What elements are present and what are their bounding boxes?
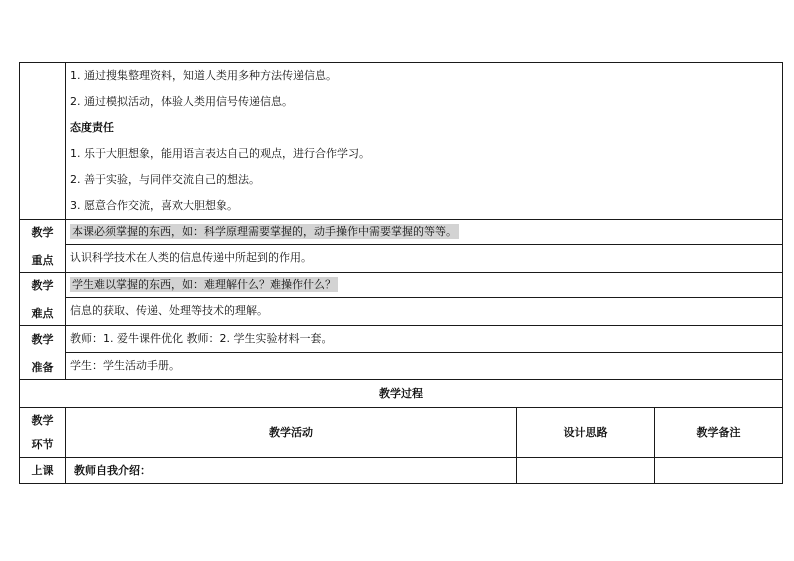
key-points-label-bottom: 重点 [31,254,54,267]
key-points-content-cell [66,245,783,273]
stage-header-top: 教学 [31,413,54,427]
process-notes-cell [655,458,783,484]
process-stage-cell: 上课 [20,458,66,484]
objectives-cell [66,63,783,220]
key-points-hint-cell [66,220,783,245]
lesson-plan-table [19,62,782,482]
preparation-label-top: 教学 [31,332,54,346]
preparation-label [20,326,66,380]
difficulties-label [20,273,66,326]
objectives-label-cell [20,63,66,220]
difficulties-content: 信息的获取、传递、处理等技术的理解。 [70,304,268,318]
key-points-label [20,220,66,273]
stage-header-bottom: 环节 [31,437,54,451]
key-points-content: 认识科学技术在人类的信息传递中所起到的作用。 [70,251,312,265]
difficulties-content-cell [66,298,783,326]
process-activity-cell: 教师自我介绍： [66,458,517,484]
process-title: 教学过程 [20,380,783,408]
objective-line: 2. 通过模拟活动，体验人类用信号传递信息。 [70,95,293,108]
preparation-student: 学生：学生活动手册。 [70,359,180,372]
difficulties-hint: 学生难以掌握的东西，如：难理解什么？难操作什么？ [72,278,336,291]
process-design-cell [517,458,655,484]
attitude-heading: 态度责任 [70,121,114,134]
attitude-line: 2. 善于实验，与同伴交流自己的想法。 [70,173,260,186]
difficulties-hint-cell [66,273,783,298]
process-activity-header: 教学活动 [66,408,517,458]
preparation-teacher: 教师：1. 爱牛课件优化 教师：2. 学生实验材料一套。 [70,332,333,345]
preparation-student-cell [66,353,783,380]
difficulties-label-bottom: 难点 [31,307,54,320]
attitude-line: 3. 愿意合作交流，喜欢大胆想象。 [70,199,238,212]
key-points-label-top: 教学 [31,226,54,239]
process-stage-header [20,408,66,458]
preparation-label-bottom: 准备 [31,360,54,374]
attitude-line: 1. 乐于大胆想象，能用语言表达自己的观点，进行合作学习。 [70,147,370,160]
key-points-hint: 本课必须掌握的东西，如：科学原理需要掌握的，动手操作中需要掌握的等等。 [72,225,457,238]
process-notes-header: 教学备注 [655,408,783,458]
difficulties-label-top: 教学 [31,279,54,292]
objective-line: 1. 通过搜集整理资料，知道人类用多种方法传递信息。 [70,69,337,82]
table-row [20,458,783,484]
preparation-teacher-cell [66,326,783,353]
process-design-header: 设计思路 [517,408,655,458]
